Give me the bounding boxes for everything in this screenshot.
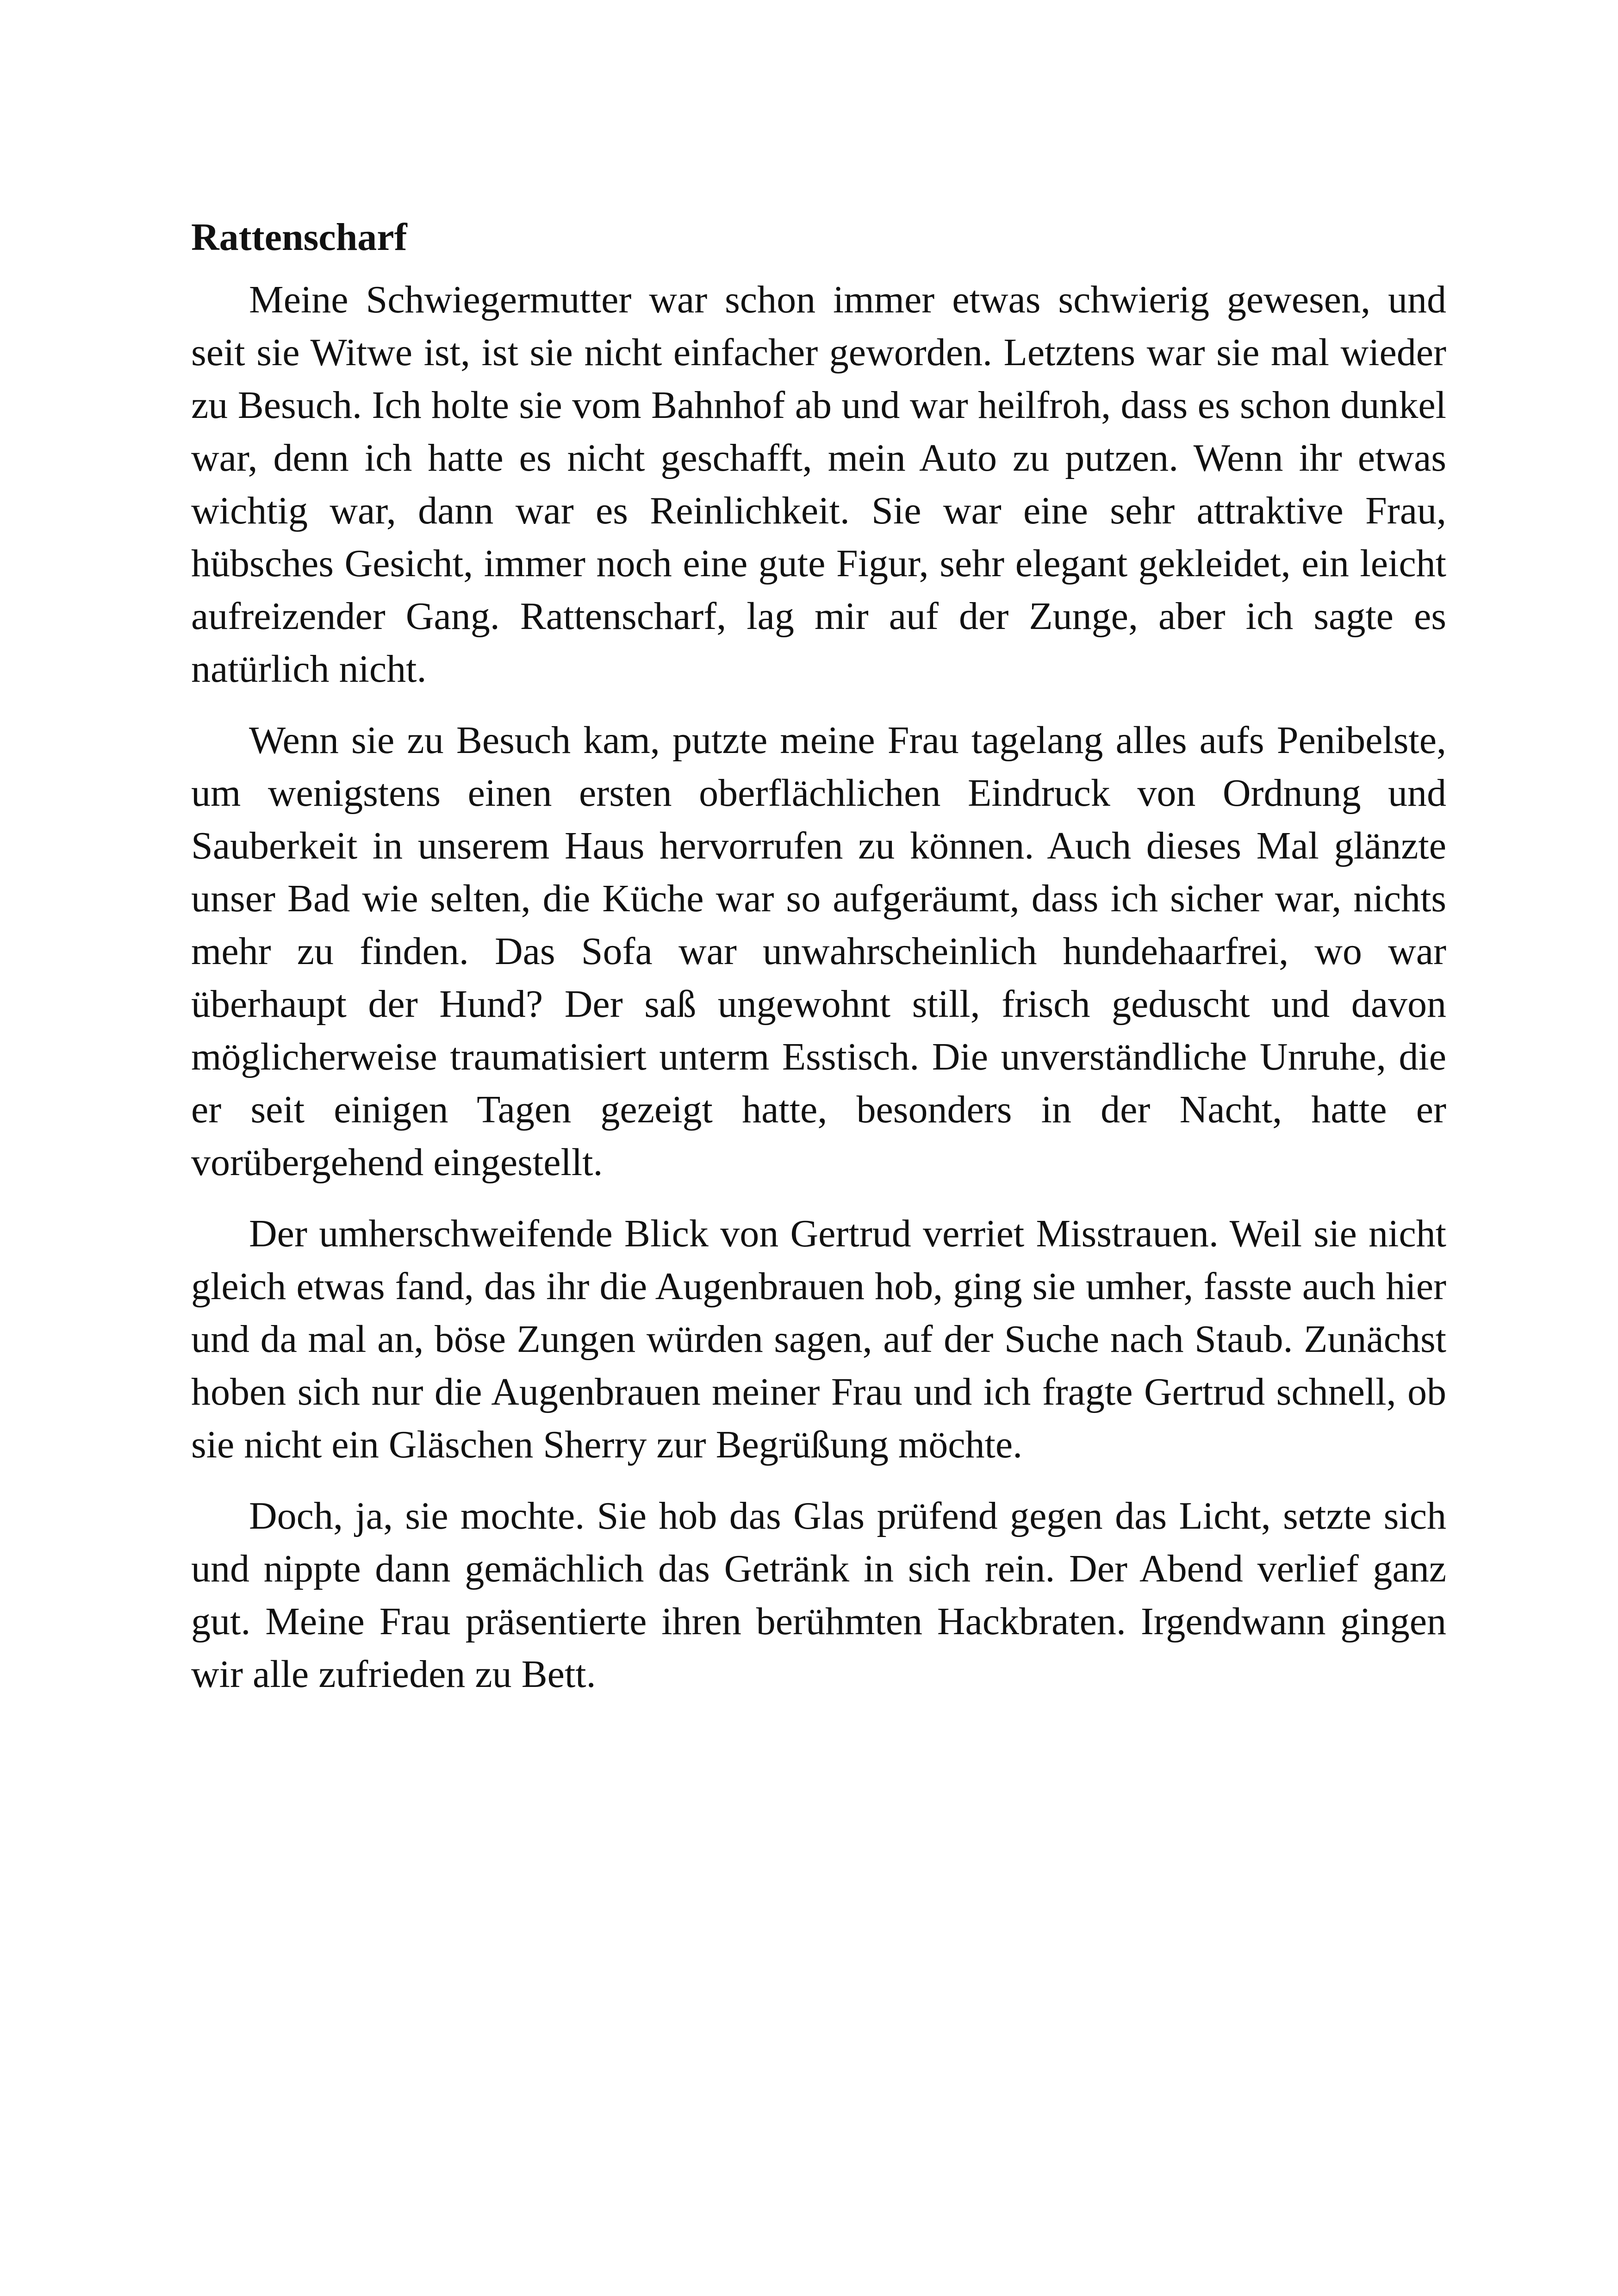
- paragraph-2: Wenn sie zu Besuch kam, putzte meine Frau tagelang alles aufs Penibelste, um wenigstens einen ersten oberflächlichen Eindruck von Ordnung und Sauberkeit in unserem Haus hervorrufen zu können. Auch dieses Mal glänzte unser Bad wie selten, die Küche war so aufgeräumt, dass ich sicher war, nichts mehr zu finden. Das Sofa war unwahrscheinlich hundehaarfrei, wo war überhaupt der Hund? Der saß ungewohnt still, frisch geduscht und davon möglicherweise traumatisiert unterm Esstisch. Die unverständliche Unruhe, die er seit einigen Tagen gezeigt hatte, besonders in der Nacht, hatte er vorübergehend eingestellt.: [191, 719, 1446, 1184]
- paragraph-4: Doch, ja, sie mochte. Sie hob das Glas prüfend gegen das Licht, setzte sich und nippte dann gemächlich das Getränk in sich rein. Der Abend verlief ganz gut. Meine Frau präsentierte ihren berühmten Hackbraten. Irgendwann gingen wir alle zufrieden zu Bett.: [191, 1494, 1446, 1696]
- page-text-block: [191, 211, 1446, 1719]
- paragraph-1: Meine Schwiegermutter war schon immer etwas schwierig gewesen, und seit sie Witwe ist, ist sie nicht einfacher geworden. Letztens war sie mal wieder zu Besuch. Ich holte sie vom Bahnhof ab und war heilfroh, dass es schon dunkel war, denn ich hatte es nicht geschafft, mein Auto zu putzen. Wenn ihr etwas wichtig war, dann war es Reinlichkeit. Sie war eine sehr attraktive Frau, hübsches Gesicht, immer noch eine gute Figur, sehr elegant gekleidet, ein leicht aufreizender Gang. Rattenscharf, lag mir auf der Zunge, aber ich sagte es natürlich nicht.: [191, 278, 1446, 691]
- chapter-title: Rattenscharf: [191, 216, 407, 259]
- paragraph-3: Der umherschweifende Blick von Gertrud verriet Misstrauen. Weil sie nicht gleich etwas fand, das ihr die Augenbrauen hob, ging sie umher, fasste auch hier und da mal an, böse Zungen würden sagen, auf der Suche nach Staub. Zunächst hoben sich nur die Augenbrauen meiner Frau und ich fragte Gertrud schnell, ob sie nicht ein Gläschen Sherry zur Begrüßung möchte.: [191, 1212, 1446, 1466]
